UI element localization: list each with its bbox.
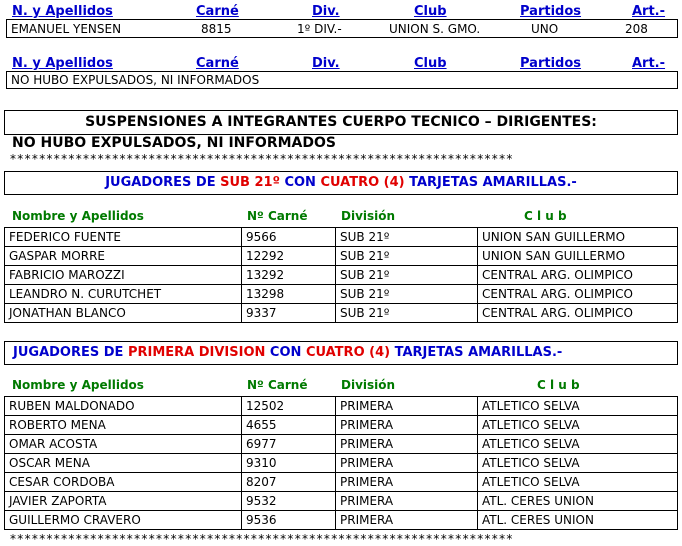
sub21-cell-club: UNION SAN GUILLERMO: [478, 228, 678, 247]
primera-cell-division: PRIMERA: [336, 492, 478, 511]
primera-cell-carne: 6977: [242, 435, 336, 454]
primera-cell-division: PRIMERA: [336, 416, 478, 435]
primera-col-club: C l u b: [537, 378, 580, 392]
sub21-title-suffix: TARJETAS AMARILLAS.-: [409, 175, 577, 190]
primera-cell-name: OSCAR MENA: [5, 454, 242, 473]
sub21-cell-division: SUB 21º: [336, 266, 478, 285]
table-row: [5, 454, 678, 473]
sub21-title-num: (4): [379, 175, 410, 190]
col-div-header: Div.: [312, 56, 340, 71]
primera-cell-carne: 12502: [242, 397, 336, 416]
primera-cell-name: RUBEN MALDONADO: [5, 397, 242, 416]
staff-text: NO HUBO EXPULSADOS, NI INFORMADOS: [12, 135, 336, 151]
primera-cell-carne: 9532: [242, 492, 336, 511]
col-name-header: N. y Apellidos: [12, 4, 113, 19]
expelled2-text: NO HUBO EXPULSADOS, NI INFORMADOS: [11, 73, 260, 87]
expelled-carne: 8815: [201, 22, 232, 36]
primera-cell-club: ATLETICO SELVA: [478, 416, 678, 435]
sub21-cell-carne: 13298: [242, 285, 336, 304]
sub21-cell-name: LEANDRO N. CURUTCHET: [5, 285, 242, 304]
table-row: [5, 397, 678, 416]
table-row: [5, 435, 678, 454]
primera-cell-club: ATL. CERES UNION: [478, 511, 678, 530]
primera-cell-carne: 9310: [242, 454, 336, 473]
primera-title-prefix: JUGADORES DE: [13, 345, 128, 360]
primera-cell-club: ATLETICO SELVA: [478, 397, 678, 416]
primera-cell-name: OMAR ACOSTA: [5, 435, 242, 454]
col-div-header: Div.: [312, 4, 340, 19]
primera-cell-carne: 8207: [242, 473, 336, 492]
table-row: [5, 304, 678, 323]
table-row: [5, 473, 678, 492]
sub21-title-con: CON: [279, 175, 321, 190]
table-row: [5, 416, 678, 435]
sub21-cell-division: SUB 21º: [336, 285, 478, 304]
stars-divider: *********************************************************************: [10, 152, 514, 166]
primera-cell-division: PRIMERA: [336, 454, 478, 473]
primera-title-cuatro: CUATRO: [305, 345, 365, 360]
primera-cell-division: PRIMERA: [336, 435, 478, 454]
table-row: [5, 511, 678, 530]
sub21-cell-name: FEDERICO FUENTE: [5, 228, 242, 247]
primera-cell-name: ROBERTO MENA: [5, 416, 242, 435]
sub21-title-cuatro: CUATRO: [320, 175, 380, 190]
primera-cell-division: PRIMERA: [336, 397, 478, 416]
col-art-header: Art.-: [632, 4, 666, 19]
primera-cell-division: PRIMERA: [336, 473, 478, 492]
table-row: [5, 492, 678, 511]
staff-title-box: [4, 110, 678, 135]
expelled2-row: [6, 71, 678, 89]
table-row: [5, 247, 678, 266]
sub21-cell-carne: 13292: [242, 266, 336, 285]
primera-title-num: (4): [364, 345, 395, 360]
primera-col-name: Nombre y Apellidos: [12, 378, 144, 392]
col-club-header: Club: [414, 4, 447, 19]
primera-title-category: PRIMERA DIVISION: [127, 345, 266, 360]
primera-cell-name: CESAR CORDOBA: [5, 473, 242, 492]
primera-col-division: División: [341, 378, 396, 392]
sub21-col-club: C l u b: [524, 209, 567, 223]
primera-cell-club: ATLETICO SELVA: [478, 435, 678, 454]
sub21-cell-carne: 9337: [242, 304, 336, 323]
sub21-cell-club: CENTRAL ARG. OLIMPICO: [478, 285, 678, 304]
sub21-cell-division: SUB 21º: [336, 304, 478, 323]
sub21-table: [4, 227, 678, 323]
primera-cell-name: JAVIER ZAPORTA: [5, 492, 242, 511]
expelled-name: EMANUEL YENSEN: [11, 22, 122, 36]
sub21-title-box: [4, 171, 678, 195]
primera-cell-club: ATLETICO SELVA: [478, 473, 678, 492]
sub21-cell-division: SUB 21º: [336, 228, 478, 247]
primera-cell-division: PRIMERA: [336, 511, 478, 530]
sub21-cell-carne: 9566: [242, 228, 336, 247]
sub21-cell-club: UNION SAN GUILLERMO: [478, 247, 678, 266]
expelled-div: 1º DIV.-: [297, 22, 342, 36]
expelled-row: [6, 19, 678, 38]
table-row: [5, 266, 678, 285]
col-club-header: Club: [414, 56, 447, 71]
primera-title-con: CON: [265, 345, 306, 360]
sub21-cell-division: SUB 21º: [336, 247, 478, 266]
sub21-col-name: Nombre y Apellidos: [12, 209, 144, 223]
primera-title-box: [4, 341, 678, 365]
expelled-art: 208: [625, 22, 648, 36]
col-carne-header: Carné: [196, 56, 239, 71]
sub21-cell-carne: 12292: [242, 247, 336, 266]
sub21-title-category: SUB 21º: [220, 175, 280, 190]
sub21-cell-name: GASPAR MORRE: [5, 247, 242, 266]
col-art-header: Art.-: [632, 56, 666, 71]
stars-divider-bottom: *********************************************************************: [10, 532, 514, 546]
primera-cell-name: GUILLERMO CRAVERO: [5, 511, 242, 530]
col-partidos-header: Partidos: [520, 56, 582, 71]
primera-cell-club: ATL. CERES UNION: [478, 492, 678, 511]
staff-title: SUSPENSIONES A INTEGRANTES CUERPO TECNICO – DIRIGENTES:: [85, 114, 597, 130]
primera-cell-carne: 9536: [242, 511, 336, 530]
primera-cell-carne: 4655: [242, 416, 336, 435]
primera-col-carne: Nº Carné: [247, 378, 308, 392]
sub21-cell-club: CENTRAL ARG. OLIMPICO: [478, 266, 678, 285]
expelled-club: UNION S. GMO.: [389, 22, 481, 36]
primera-title-suffix: TARJETAS AMARILLAS.-: [394, 345, 563, 360]
sub21-cell-name: FABRICIO MAROZZI: [5, 266, 242, 285]
primera-table: [4, 396, 678, 530]
col-partidos-header: Partidos: [520, 4, 582, 19]
table-row: [5, 285, 678, 304]
sub21-title-prefix: JUGADORES DE: [105, 175, 221, 190]
sub21-cell-club: CENTRAL ARG. OLIMPICO: [478, 304, 678, 323]
table-row: [5, 228, 678, 247]
col-carne-header: Carné: [196, 4, 239, 19]
sub21-col-division: División: [341, 209, 396, 223]
sub21-col-carne: Nº Carné: [247, 209, 308, 223]
expelled-partidos: UNO: [531, 22, 559, 36]
col-name-header: N. y Apellidos: [12, 56, 113, 71]
primera-cell-club: ATLETICO SELVA: [478, 454, 678, 473]
sub21-cell-name: JONATHAN BLANCO: [5, 304, 242, 323]
